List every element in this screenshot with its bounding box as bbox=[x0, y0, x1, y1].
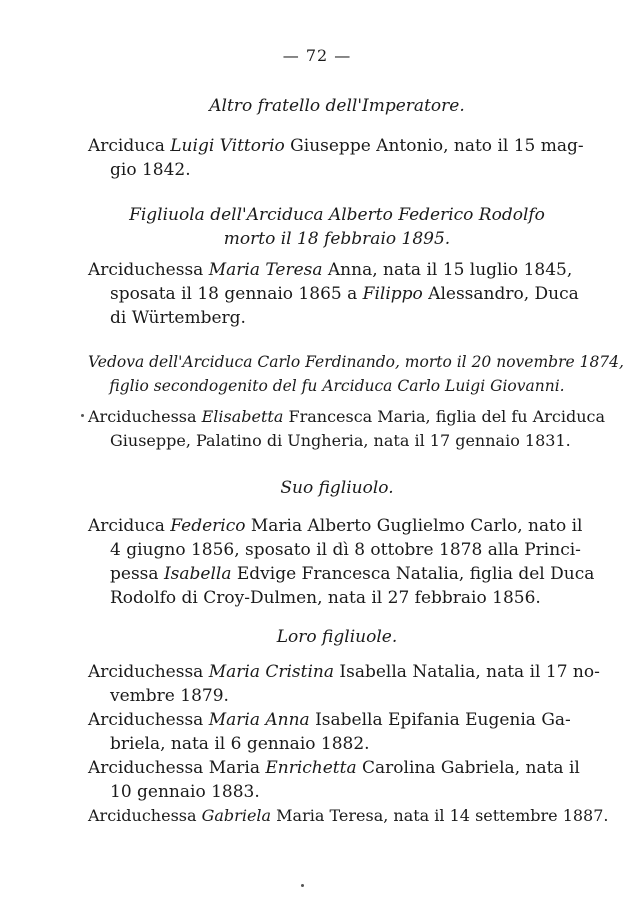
entry-line: briela, nata il 6 gennaio 1882. bbox=[110, 734, 370, 754]
entry-line: Giuseppe, Palatino di Ungheria, nata il 17 gennaio 1831. bbox=[110, 431, 571, 450]
entry-elisabetta bbox=[88, 405, 606, 453]
entry-line: Arciduchessa Elisabetta Francesca Maria, figlia del fu Arciduca bbox=[88, 407, 606, 426]
entry-line: Arciduca Federico Maria Alberto Guglielmo Carlo, nato il bbox=[88, 516, 583, 536]
entry-maria-anna bbox=[88, 708, 586, 756]
section-heading: Suo figliuolo. bbox=[280, 478, 394, 498]
print-speck bbox=[301, 884, 304, 887]
entry-line: Arciduchessa Gabriela Maria Teresa, nata il 14 settembre 1887. bbox=[88, 806, 609, 825]
page-number: — 72 — bbox=[282, 46, 352, 65]
entry-luigi-vittorio bbox=[88, 134, 586, 182]
entry-line: Rodolfo di Croy-Dulmen, nata il 27 febbraio 1856. bbox=[110, 588, 541, 608]
section-heading: Altro fratello dell'Imperatore. bbox=[209, 96, 465, 116]
section-heading: Vedova dell'Arciduca Carlo Ferdinando, morto il 20 novembre 1874, figlio secondogenito del fu Arciduca Carlo Luigi Giovanni. bbox=[88, 353, 624, 395]
entry-line: vembre 1879. bbox=[110, 686, 229, 706]
entry-line: Arciduca Luigi Vittorio Giuseppe Antonio, nato il 15 mag- bbox=[88, 136, 584, 156]
entry-maria-cristina bbox=[88, 660, 600, 708]
entry-line: Arciduchessa Maria Anna Isabella Epifania Eugenia Ga- bbox=[88, 710, 571, 730]
print-speck bbox=[81, 414, 84, 417]
section-heading: Figliuola dell'Arciduca Alberto Federico Rodolfo morto il 18 febbraio 1895. bbox=[129, 205, 545, 249]
entry-line: pessa Isabella Edvige Francesca Natalia, figlia del Duca bbox=[110, 564, 595, 584]
entry-line: gio 1842. bbox=[110, 160, 191, 180]
entry-enrichetta bbox=[88, 756, 586, 804]
entry-line: 4 giugno 1856, sposato il dì 8 ottobre 1878 alla Princi- bbox=[110, 540, 581, 560]
entry-line: sposata il 18 gennaio 1865 a Filippo Alessandro, Duca bbox=[110, 284, 579, 304]
entry-line: Arciduchessa Maria Cristina Isabella Natalia, nata il 17 no- bbox=[88, 662, 600, 682]
entry-gabriela bbox=[88, 804, 609, 828]
section-heading: Loro figliuole. bbox=[276, 627, 398, 647]
entry-maria-teresa bbox=[88, 258, 586, 330]
entry-line: 10 gennaio 1883. bbox=[110, 782, 260, 802]
entry-line: di Würtemberg. bbox=[110, 308, 246, 328]
entry-line: Arciduchessa Maria Enrichetta Carolina Gabriela, nata il bbox=[88, 758, 580, 778]
entry-federico bbox=[88, 514, 595, 610]
entry-line: Arciduchessa Maria Teresa Anna, nata il 15 luglio 1845, bbox=[88, 260, 573, 280]
